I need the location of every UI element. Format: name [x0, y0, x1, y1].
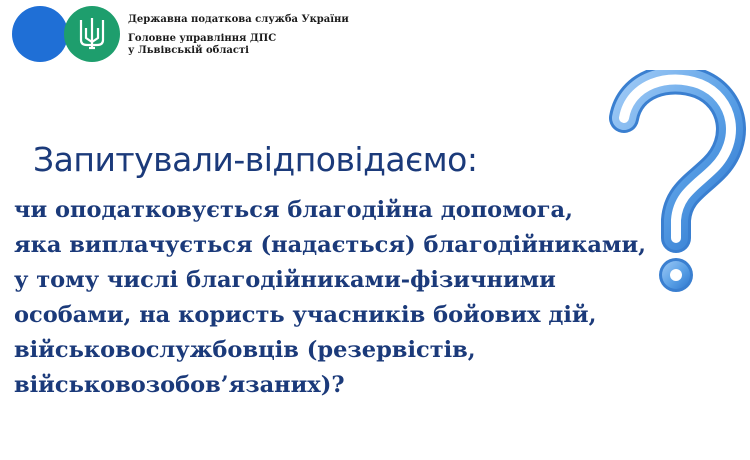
question-line: військовослужбовців (резервістів,	[14, 337, 476, 363]
question-line: військовозобов’язаних)?	[14, 372, 345, 398]
service-name: Державна податкова служба України	[128, 14, 349, 25]
question-line: яка виплачується (надається) благодійниками,	[14, 232, 646, 258]
header-org-text	[128, 14, 349, 57]
office-name-line1: Головне управління ДПС	[128, 33, 277, 44]
trident-emblem-icon	[78, 16, 106, 52]
question-text	[14, 193, 714, 403]
question-line: у тому числі благодійниками-фізичними	[14, 267, 556, 293]
question-line: чи оподатковується благодійна допомога,	[14, 197, 573, 223]
logo-blue-circle	[12, 6, 68, 62]
office-name-line2: у Львівській області	[128, 45, 249, 56]
question-line: особами, на користь учасників бойових дій,	[14, 302, 597, 328]
page-title: Запитували-відповідаємо:	[33, 140, 478, 179]
